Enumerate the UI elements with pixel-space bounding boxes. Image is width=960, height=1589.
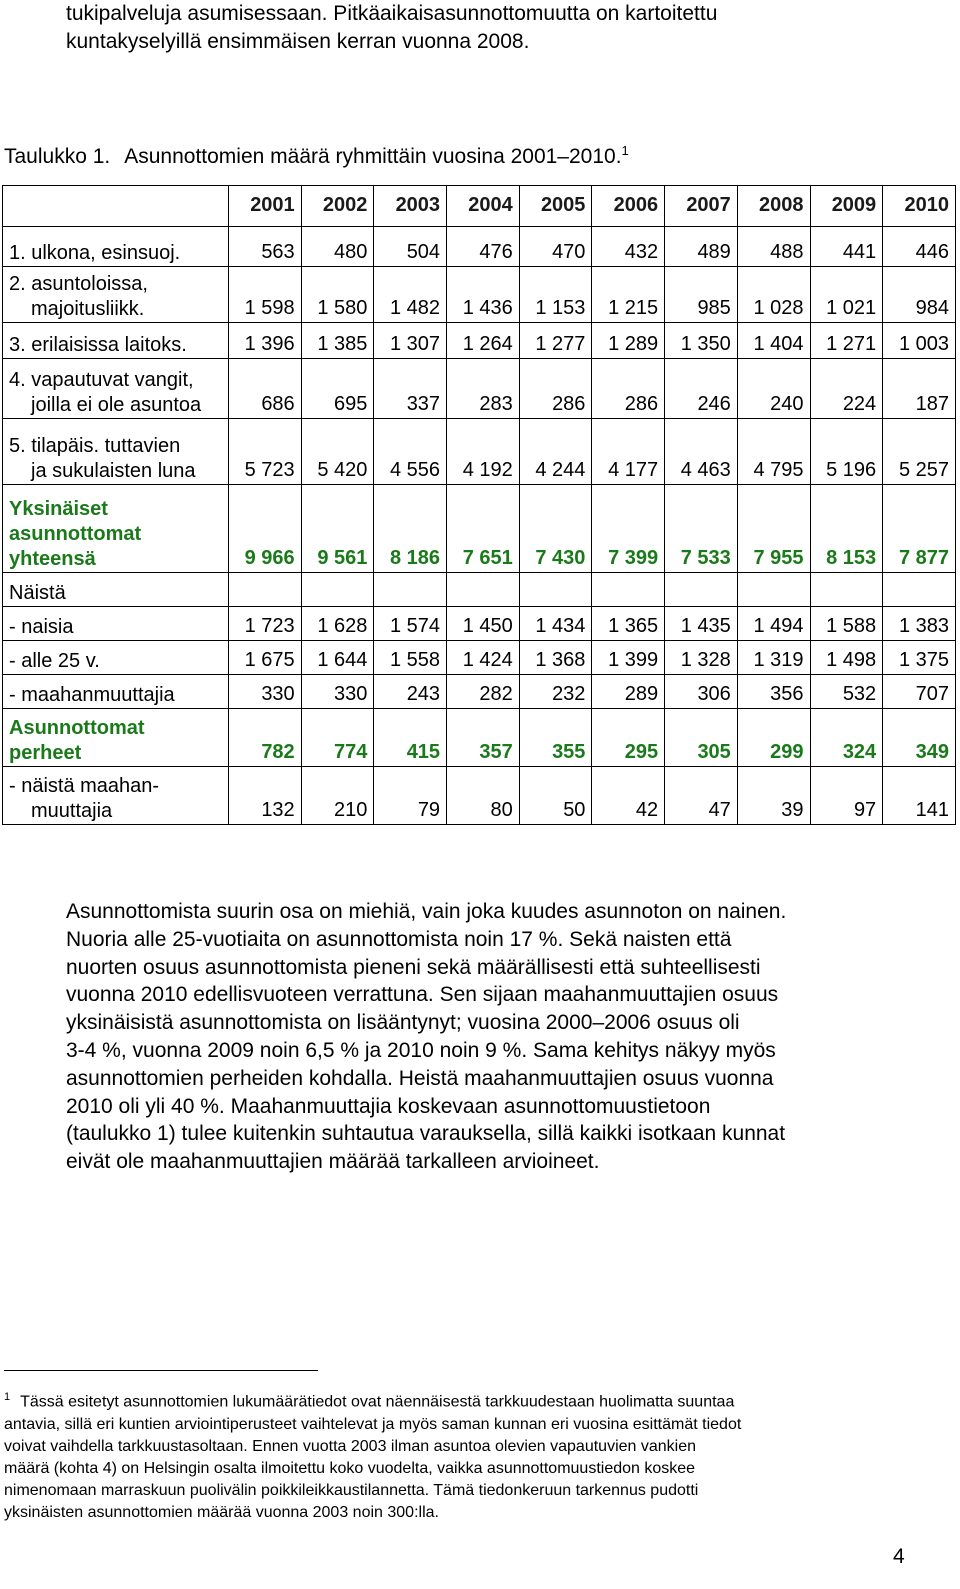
row-label-line: 1. ulkona, esinsuoj.: [9, 242, 181, 264]
row-label-line: majoitusliikk.: [31, 298, 145, 320]
table-row: [3, 227, 956, 267]
value-cell: 476: [447, 227, 520, 267]
year-header: 2010: [883, 186, 956, 227]
value-cell: 4 463: [665, 419, 738, 485]
row-label: [3, 359, 229, 419]
value-cell: 1 588: [810, 607, 883, 641]
footnote-line: määrä (kohta 4) on Helsingin osalta ilmoitettu koko vuodelta, vaikka asunnottomuustiedon koskee: [4, 1459, 696, 1477]
value-cell: 480: [301, 227, 374, 267]
value-cell: 5 723: [229, 419, 302, 485]
table-row: [3, 419, 956, 485]
value-cell: 80: [447, 767, 520, 825]
value-cell: 1 319: [737, 641, 810, 675]
row-label-line: 3. erilaisissa laitoks.: [9, 334, 187, 356]
footnote-text: Tässä esitetyt asunnottomien lukumäärätiedot ovat näennäisestä tarkkuudestaan huolimatta suuntaa: [20, 1393, 735, 1411]
row-label-line: Näistä: [9, 582, 66, 604]
header-blank-cell: [3, 186, 229, 227]
value-cell: [374, 573, 447, 607]
value-cell: 1 264: [447, 323, 520, 359]
value-cell: 349: [883, 709, 956, 767]
value-cell: 187: [883, 359, 956, 419]
value-cell: 4 192: [447, 419, 520, 485]
row-label-line: 4. vapautuvat vangit,: [9, 369, 194, 391]
value-cell: 246: [665, 359, 738, 419]
value-cell: 1 723: [229, 607, 302, 641]
row-label-line: Asunnottomat: [9, 717, 145, 739]
value-cell: 305: [665, 709, 738, 767]
value-cell: 686: [229, 359, 302, 419]
table-row: [3, 675, 956, 709]
value-cell: 1 399: [592, 641, 665, 675]
value-cell: [519, 573, 592, 607]
value-cell: 1 450: [447, 607, 520, 641]
header-row: [3, 186, 956, 227]
footnote-mark: 1: [4, 1391, 11, 1403]
body-line: vuonna 2010 edellisvuoteen verrattuna. Sen sijaan maahanmuuttajien osuus: [66, 983, 779, 1007]
caption-label: Taulukko 1.: [4, 145, 111, 168]
value-cell: [665, 573, 738, 607]
value-cell: 1 350: [665, 323, 738, 359]
value-cell: 1 598: [229, 267, 302, 323]
value-cell: 488: [737, 227, 810, 267]
value-cell: 1 424: [447, 641, 520, 675]
body-line: Nuoria alle 25-vuotiaita on asunnottomista noin 17 %. Sekä naisten että: [66, 927, 732, 951]
table-row: [3, 359, 956, 419]
table-row: [3, 267, 956, 323]
body-line: (taulukko 1) tulee kuitenkin suhtautua varauksella, sillä kaikki isotkaan kunnat: [66, 1122, 786, 1146]
table-caption: [4, 137, 629, 171]
value-cell: 355: [519, 709, 592, 767]
value-cell: 1 028: [737, 267, 810, 323]
value-cell: 1 628: [301, 607, 374, 641]
value-cell: [447, 573, 520, 607]
row-label: [3, 607, 229, 641]
value-cell: 695: [301, 359, 374, 419]
value-cell: [883, 573, 956, 607]
footnote-rule: [4, 1370, 318, 1371]
row-label: [3, 267, 229, 323]
value-cell: 7 955: [737, 485, 810, 573]
value-cell: 9 966: [229, 485, 302, 573]
value-cell: 1 307: [374, 323, 447, 359]
value-cell: 210: [301, 767, 374, 825]
value-cell: 441: [810, 227, 883, 267]
row-label: [3, 419, 229, 485]
value-cell: 224: [810, 359, 883, 419]
value-cell: 432: [592, 227, 665, 267]
value-cell: 4 244: [519, 419, 592, 485]
row-label-line: - alle 25 v.: [9, 650, 100, 672]
row-label: [3, 573, 229, 607]
row-label-line: - näistä maahan-: [9, 775, 160, 797]
year-header: 2008: [737, 186, 810, 227]
value-cell: [592, 573, 665, 607]
value-cell: 5 257: [883, 419, 956, 485]
value-cell: 282: [447, 675, 520, 709]
body-line: eivät ole maahanmuuttajien määrää tarkalleen arvioineet.: [66, 1150, 600, 1174]
value-cell: 141: [883, 767, 956, 825]
value-cell: 532: [810, 675, 883, 709]
value-cell: 984: [883, 267, 956, 323]
value-cell: 489: [665, 227, 738, 267]
value-cell: 1 328: [665, 641, 738, 675]
value-cell: 7 651: [447, 485, 520, 573]
value-cell: 1 580: [301, 267, 374, 323]
year-header: 2006: [592, 186, 665, 227]
value-cell: 1 434: [519, 607, 592, 641]
value-cell: 9 561: [301, 485, 374, 573]
row-label: [3, 709, 229, 767]
row-label-line: perheet: [9, 742, 82, 764]
value-cell: 1 574: [374, 607, 447, 641]
footnote-line: nimenomaan marraskuun puolivälin poikkileikkaustilannetta. Tämä tiedonkeruun tarkennus pudotti: [4, 1482, 699, 1500]
value-cell: 8 153: [810, 485, 883, 573]
row-label: [3, 485, 229, 573]
value-cell: 295: [592, 709, 665, 767]
row-label: [3, 323, 229, 359]
year-header: 2001: [229, 186, 302, 227]
value-cell: 1 375: [883, 641, 956, 675]
value-cell: 1 644: [301, 641, 374, 675]
body-line: asunnottomien perheiden kohdalla. Heistä maahanmuuttajien osuus vuonna: [66, 1066, 774, 1090]
value-cell: 415: [374, 709, 447, 767]
value-cell: 7 533: [665, 485, 738, 573]
value-cell: 4 795: [737, 419, 810, 485]
caption-text: Asunnottomien määrä ryhmittäin vuosina 2001–2010.: [124, 145, 622, 168]
value-cell: 289: [592, 675, 665, 709]
value-cell: 504: [374, 227, 447, 267]
body-line: 2010 oli yli 40 %. Maahanmuuttajia koskevaan asunnottomuustietoon: [66, 1094, 711, 1118]
value-cell: 330: [301, 675, 374, 709]
value-cell: 774: [301, 709, 374, 767]
value-cell: 470: [519, 227, 592, 267]
value-cell: 1 153: [519, 267, 592, 323]
value-cell: 1 021: [810, 267, 883, 323]
value-cell: 243: [374, 675, 447, 709]
value-cell: 283: [447, 359, 520, 419]
value-cell: [301, 573, 374, 607]
table-row: [3, 767, 956, 825]
value-cell: 5 196: [810, 419, 883, 485]
table-row: [3, 485, 956, 573]
page-number: 4: [893, 1545, 905, 1568]
row-label: [3, 767, 229, 825]
value-cell: 1 365: [592, 607, 665, 641]
table-row: [3, 323, 956, 359]
value-cell: 299: [737, 709, 810, 767]
value-cell: 1 404: [737, 323, 810, 359]
value-cell: [737, 573, 810, 607]
value-cell: 1 368: [519, 641, 592, 675]
value-cell: 4 556: [374, 419, 447, 485]
row-label-line: asunnottomat: [9, 523, 142, 545]
value-cell: 782: [229, 709, 302, 767]
year-header: 2005: [519, 186, 592, 227]
value-cell: 42: [592, 767, 665, 825]
value-cell: 1 436: [447, 267, 520, 323]
caption-footnote-ref: 1: [621, 143, 629, 158]
footnote-line: voivat vaihdella tarkkuustasoltaan. Ennen vuotta 2003 ilman asuntoa olevien vapautuvien vankien: [4, 1437, 697, 1455]
value-cell: [229, 573, 302, 607]
value-cell: 1 003: [883, 323, 956, 359]
value-cell: 1 383: [883, 607, 956, 641]
footnote-line: [4, 1386, 934, 1414]
value-cell: 985: [665, 267, 738, 323]
row-label: [3, 675, 229, 709]
value-cell: 356: [737, 675, 810, 709]
intro-line: kuntakyselyillä ensimmäisen kerran vuonna 2008.: [66, 30, 530, 53]
row-label-line: 5. tilapäis. tuttavien: [9, 435, 181, 457]
row-label: [3, 641, 229, 675]
value-cell: 337: [374, 359, 447, 419]
body-line: 3-4 %, vuonna 2009 noin 6,5 % ja 2010 noin 9 %. Sama kehitys näkyy myös: [66, 1038, 776, 1062]
value-cell: 1 396: [229, 323, 302, 359]
table-row: [3, 607, 956, 641]
value-cell: 7 399: [592, 485, 665, 573]
value-cell: 1 289: [592, 323, 665, 359]
value-cell: 97: [810, 767, 883, 825]
value-cell: 1 271: [810, 323, 883, 359]
value-cell: 330: [229, 675, 302, 709]
value-cell: 7 877: [883, 485, 956, 573]
row-label-line: yhteensä: [9, 548, 96, 570]
year-header: 2004: [447, 186, 520, 227]
value-cell: 47: [665, 767, 738, 825]
row-label-line: 2. asuntoloissa,: [9, 273, 148, 295]
value-cell: 446: [883, 227, 956, 267]
row-label-line: joilla ei ole asuntoa: [31, 394, 202, 416]
value-cell: 324: [810, 709, 883, 767]
value-cell: 232: [519, 675, 592, 709]
value-cell: 1 215: [592, 267, 665, 323]
value-cell: 1 675: [229, 641, 302, 675]
value-cell: 240: [737, 359, 810, 419]
value-cell: [810, 573, 883, 607]
value-cell: 286: [592, 359, 665, 419]
footnote-line: antavia, sillä eri kuntien arviointiperusteet vaihtelevat ja myös saman kunnan eri vuosina esittämät tiedot: [4, 1415, 742, 1433]
value-cell: 563: [229, 227, 302, 267]
value-cell: 306: [665, 675, 738, 709]
value-cell: 132: [229, 767, 302, 825]
value-cell: 1 558: [374, 641, 447, 675]
value-cell: 286: [519, 359, 592, 419]
value-cell: 707: [883, 675, 956, 709]
body-paragraph: [66, 898, 916, 1176]
row-label-line: muuttajia: [31, 800, 113, 822]
value-cell: 1 435: [665, 607, 738, 641]
year-header: 2003: [374, 186, 447, 227]
body-line: yksinäisistä asunnottomista on lisääntynyt; vuosina 2000–2006 osuus oli: [66, 1011, 740, 1035]
row-label-line: - maahanmuuttajia: [9, 684, 175, 706]
value-cell: 357: [447, 709, 520, 767]
intro-line: tukipalveluja asumisessaan. Pitkäaikaisasunnottomuutta on kartoitettu: [66, 2, 718, 25]
footnote-line: yksinäisten asunnottomien määrää vuonna 2003 noin 300:lla.: [4, 1504, 439, 1522]
value-cell: 5 420: [301, 419, 374, 485]
value-cell: 1 494: [737, 607, 810, 641]
row-label: [3, 227, 229, 267]
value-cell: 39: [737, 767, 810, 825]
value-cell: 1 482: [374, 267, 447, 323]
homeless-table: [2, 185, 956, 825]
table-row: [3, 573, 956, 607]
table-row: [3, 709, 956, 767]
year-header: 2002: [301, 186, 374, 227]
value-cell: 8 186: [374, 485, 447, 573]
value-cell: 79: [374, 767, 447, 825]
value-cell: 4 177: [592, 419, 665, 485]
intro-paragraph: [66, 0, 916, 56]
value-cell: 50: [519, 767, 592, 825]
value-cell: 1 498: [810, 641, 883, 675]
body-line: Asunnottomista suurin osa on miehiä, vain joka kuudes asunnoton on nainen.: [66, 900, 787, 923]
value-cell: 1 277: [519, 323, 592, 359]
value-cell: 7 430: [519, 485, 592, 573]
row-label-line: Yksinäiset: [9, 498, 108, 520]
row-label-line: - naisia: [9, 616, 74, 638]
row-label-line: ja sukulaisten luna: [31, 460, 196, 482]
table-row: [3, 641, 956, 675]
body-line: nuorten osuus asunnottomista pieneni sekä määrällisesti että suhteellisesti: [66, 955, 761, 979]
value-cell: 1 385: [301, 323, 374, 359]
footnote: [4, 1386, 934, 1525]
year-header: 2007: [665, 186, 738, 227]
year-header: 2009: [810, 186, 883, 227]
